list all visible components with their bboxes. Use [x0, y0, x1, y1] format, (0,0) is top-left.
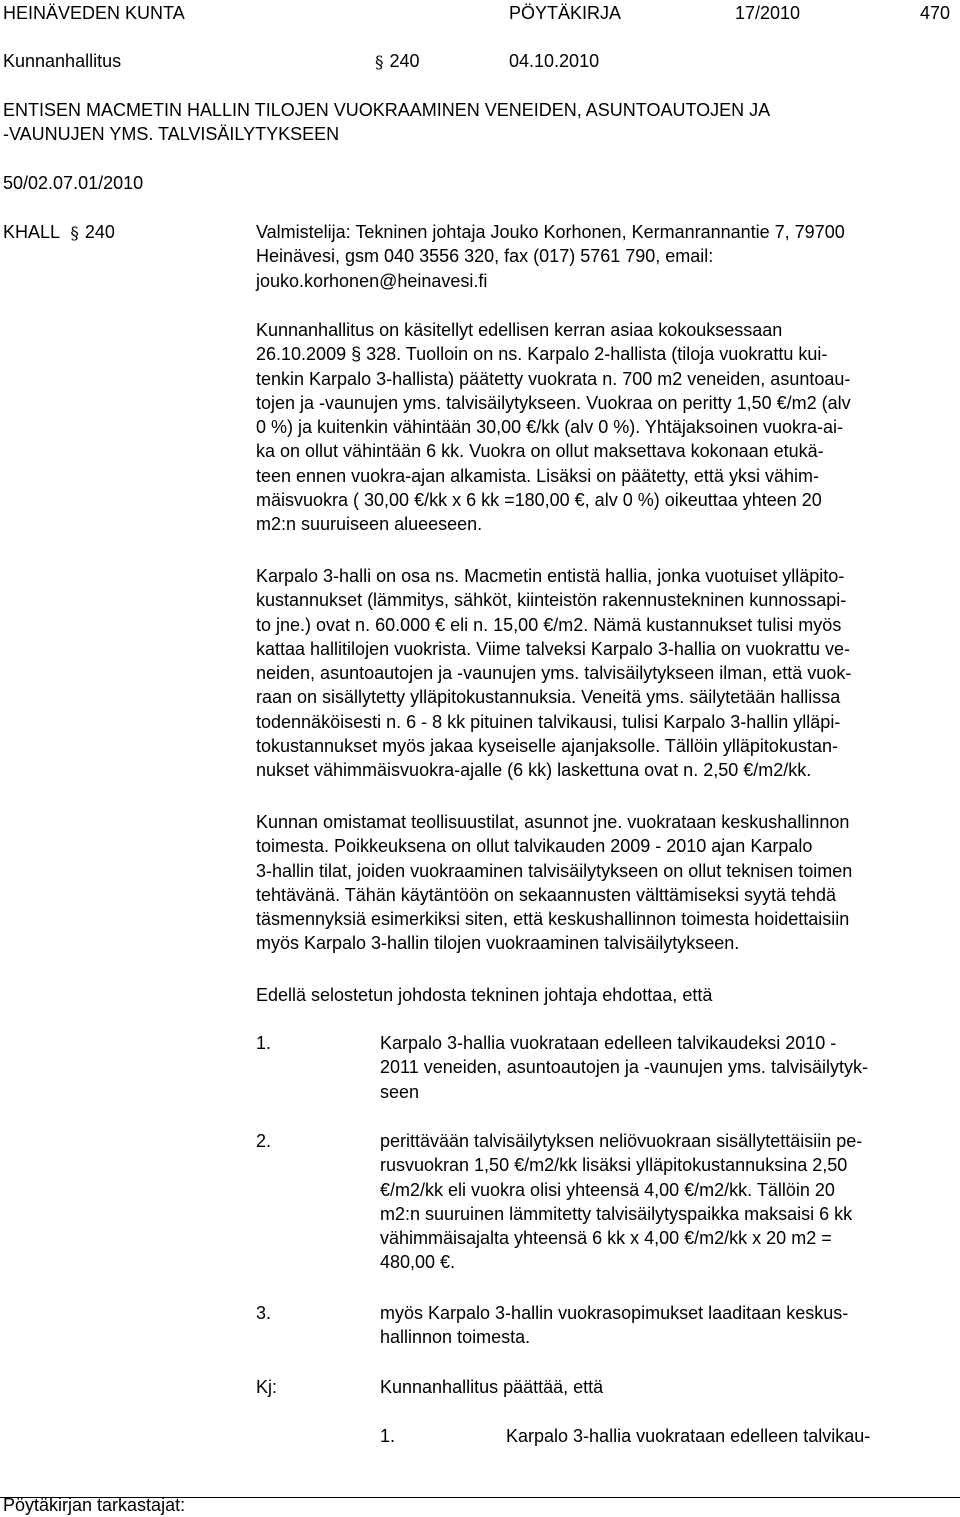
paragraph-line: Karpalo 3-halli on osa ns. Macmetin entistä hallia, jonka vuotuiset ylläpito-	[256, 566, 845, 586]
paragraph-line: tokustannukset myös jakaa kyseiselle ajanjaksolle. Tällöin ylläpitokustan-	[256, 736, 838, 757]
proposal-item-line: seen	[380, 1081, 420, 1102]
proposal-item-line: 2011 veneiden, asuntoautojen ja -vaunujen yms. talvisäilytyk-	[380, 1057, 868, 1078]
item-label	[3, 220, 115, 245]
paragraph-line: Kunnan omistamat teollisuustilat, asunnot jne. vuokrataan keskushallinnon	[256, 812, 850, 832]
paragraph-line: myös Karpalo 3-hallin tilojen vuokraaminen talvisäilytykseen.	[256, 933, 740, 954]
paragraph-line: m2:n suuruiseen alueeseen.	[256, 514, 483, 535]
document-number: 17/2010	[735, 3, 801, 23]
proposal-item-line: vähimmäisajalta yhteensä 6 kk x 4,00 €/m2/kk x 20 m2 =	[380, 1228, 832, 1249]
decision-text: Kunnanhallitus päättää, että	[380, 1377, 604, 1397]
preparer-line: Valmistelija: Tekninen johtaja Jouko Korhonen, Kermanrannantie 7, 79700	[256, 222, 845, 242]
preparer-block	[256, 220, 956, 293]
proposal-item-line: hallinnon toimesta.	[380, 1327, 531, 1348]
decision-item-text: Karpalo 3-hallia vuokrataan edelleen talvikau-	[506, 1426, 871, 1446]
paragraph-line: kustannukset (lämmitys, sähköt, kiinteistön rakennustekninen kunnossapi-	[256, 590, 847, 611]
section-symbol: §	[375, 53, 384, 73]
proposal-item-line: 480,00 €.	[380, 1252, 456, 1273]
document-title-line-2: -VAUNUJEN YMS. TALVISÄILYTYKSEEN	[3, 124, 340, 144]
proposal-item-text	[380, 1301, 848, 1350]
paragraph-previous-decision	[256, 318, 956, 537]
paragraph-line: 0 %) ja kuitenkin vähintään 30,00 €/kk (alv 0 %). Yhtäjaksoinen vuokra-ai-	[256, 417, 843, 438]
paragraph-line: todennäköisesti n. 6 - 8 kk pituinen talvikausi, tulisi Karpalo 3-hallin ylläpi-	[256, 711, 841, 732]
decision-label: Kj:	[256, 1377, 278, 1397]
municipality-name: HEINÄVEDEN KUNTA	[3, 3, 185, 23]
paragraph-line: tenkin Karpalo 3-hallista) päätetty vuokrata n. 700 m2 veneiden, asuntoau-	[256, 368, 851, 389]
proposal-item-line: m2:n suuruinen lämmitetty talvisäilytyspaikka maksaisi 6 kk	[380, 1203, 853, 1224]
meeting-date: 04.10.2010	[509, 51, 600, 71]
page-number: 470	[920, 3, 951, 23]
footer-reviewers-label: Pöytäkirjan tarkastajat:	[3, 1495, 186, 1515]
meeting-body: Kunnanhallitus	[3, 51, 122, 71]
proposal-item-number: 2.	[256, 1131, 272, 1151]
paragraph-line: neiden, asuntoautojen ja -vaunujen yms. talvisäilytykseen ilman, että vuok-	[256, 663, 852, 684]
paragraph-line: Kunnanhallitus on käsitellyt edellisen kerran asiaa kokouksessaan	[256, 320, 783, 340]
paragraph-line: 3-hallin tilat, joiden vuokraaminen talvisäilytykseen on ollut teknisen toimen	[256, 860, 853, 881]
proposal-item-line: perittävään talvisäilytyksen neliövuokraan sisällytettäisiin pe-	[380, 1131, 863, 1151]
paragraph-line: to jne.) ovat n. 60.000 € eli n. 15,00 €/m2. Nämä kustannukset tulisi myös	[256, 614, 842, 635]
paragraph-maintenance-costs	[256, 564, 956, 783]
reference-number: 50/02.07.01/2010	[3, 173, 144, 193]
proposal-item-line: rusvuokran 1,50 €/m2/kk lisäksi ylläpitokustannuksina 2,50	[380, 1155, 848, 1176]
proposal-intro: Edellä selostetun johdosta tekninen johtaja ehdottaa, että	[256, 985, 713, 1005]
paragraph-line: mäisvuokra ( 30,00 €/kk x 6 kk =180,00 €, alv 0 %) oikeuttaa yhteen 20	[256, 490, 822, 511]
document-title-line-1: ENTISEN MACMETIN HALLIN TILOJEN VUOKRAAMINEN VENEIDEN, ASUNTOAUTOJEN JA	[3, 100, 771, 120]
preparer-line: Heinävesi, gsm 040 3556 320, fax (017) 5761 790, email:	[256, 246, 714, 267]
paragraph-line: nukset vähimmäisvuokra-ajalle (6 kk) laskettuna ovat n. 2,50 €/m2/kk.	[256, 760, 812, 781]
proposal-item-line: Karpalo 3-hallia vuokrataan edelleen talvikaudeksi 2010 -	[380, 1033, 837, 1053]
paragraph-line: raan on sisällytetty ylläpitokustannuksia. Veneitä yms. säilytetään hallissa	[256, 687, 841, 708]
paragraph-line: toimesta. Poikkeuksena on ollut talvikauden 2009 - 2010 ajan Karpalo	[256, 836, 813, 857]
proposal-item-text	[380, 1031, 868, 1104]
paragraph-line: tehtävänä. Tähän käytäntöön on sekaannusten välttämiseksi syytä tehdä	[256, 884, 837, 905]
meeting-section	[375, 49, 420, 74]
paragraph-administration	[256, 810, 956, 956]
paragraph-line: kattaa hallitilojen vuokrista. Viime talveksi Karpalo 3-hallia on vuokrattu ve-	[256, 638, 850, 659]
item-body: KHALL	[3, 222, 60, 242]
section-number: 240	[389, 51, 420, 71]
item-section-symbol: §	[70, 224, 79, 244]
proposal-item-text	[380, 1129, 862, 1275]
paragraph-line: tojen ja -vaunujen yms. talvisäilytykseen. Vuokraa on peritty 1,50 €/m2 (alv	[256, 392, 851, 413]
decision-item-number: 1.	[380, 1426, 396, 1446]
item-section-number: 240	[84, 222, 115, 242]
proposal-item-line: €/m2/kk eli vuokra olisi yhteensä 4,00 €/m2/kk. Tällöin 20	[380, 1179, 835, 1200]
proposal-item-line: myös Karpalo 3-hallin vuokrasopimukset laaditaan keskus-	[380, 1303, 849, 1323]
document-type: PÖYTÄKIRJA	[509, 3, 622, 23]
paragraph-line: 26.10.2009 § 328. Tuolloin on ns. Karpalo 2-hallista (tiloja vuokrattu kui-	[256, 344, 828, 365]
proposal-item-number: 1.	[256, 1033, 272, 1053]
paragraph-line: teen ennen vuokra-ajan alkamista. Lisäksi on päätetty, että yksi vähim-	[256, 465, 819, 486]
paragraph-line: ka on ollut vähintään 6 kk. Vuokra on ollut maksettava kokonaan etukä-	[256, 441, 824, 462]
proposal-item-number: 3.	[256, 1303, 272, 1323]
paragraph-line: täsmennyksiä esimerkiksi siten, että keskushallinnon toimesta hoidettaisiin	[256, 909, 850, 930]
preparer-line: jouko.korhonen@heinavesi.fi	[256, 270, 488, 291]
